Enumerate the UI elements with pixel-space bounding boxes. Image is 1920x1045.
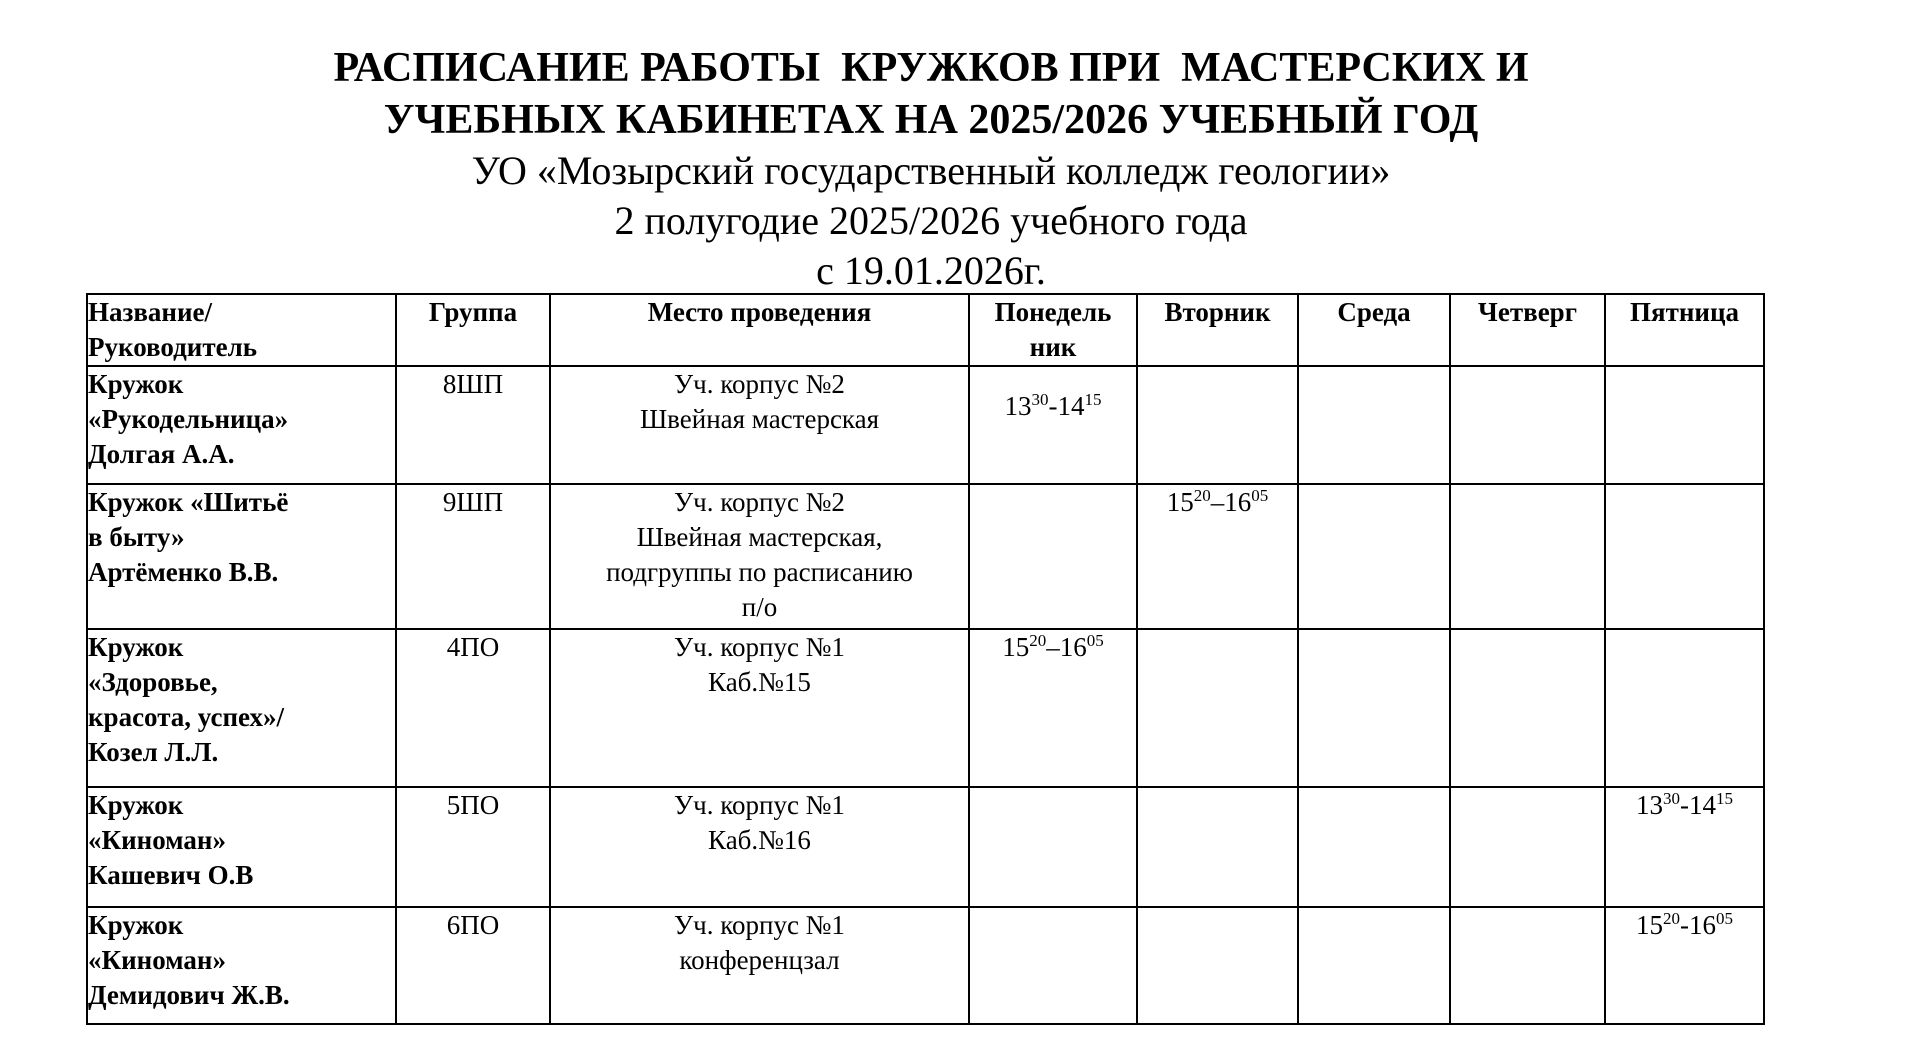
time-end-hour: 16 (1224, 487, 1252, 517)
wednesday-cell (1298, 366, 1450, 484)
time-start-minute: 30 (1663, 789, 1680, 808)
tuesday-cell (1137, 484, 1298, 629)
group-cell: 4ПО (396, 629, 550, 787)
club-name-cell (87, 629, 396, 787)
club-name-line: в быту» (88, 522, 185, 552)
column-header-name (87, 294, 396, 366)
institution-name: УО «Мозырский государственный колледж геологии» (471, 148, 1391, 193)
place-line: Уч. корпус №2 (674, 487, 845, 517)
time-start-hour: 13 (1004, 391, 1032, 421)
time-end-hour: 14 (1689, 790, 1716, 820)
monday-cell (969, 366, 1137, 484)
monday-cell (969, 787, 1137, 907)
club-leader: Кашевич О.В (88, 860, 254, 890)
thursday-cell (1450, 484, 1605, 629)
place-cell (550, 366, 969, 484)
place-line: Каб.№16 (708, 825, 811, 855)
column-header-name-line-2: Руководитель (88, 332, 258, 362)
time-end-minute: 05 (1086, 631, 1104, 650)
place-line: Швейная мастерская (639, 404, 880, 434)
place-line: Уч. корпус №1 (674, 910, 845, 940)
time-start-hour: 13 (1636, 790, 1663, 820)
time-end-hour: 14 (1057, 391, 1085, 421)
column-header-name-line-1: Название/ (88, 297, 213, 327)
column-header-wednesday: Среда (1298, 294, 1450, 366)
group-cell: 8ШП (396, 366, 550, 484)
table-row (87, 907, 1764, 1024)
club-name-line: «Киноман» (88, 825, 226, 855)
time-separator: - (1048, 391, 1058, 421)
club-name-line: «Рукодельница» (88, 404, 289, 434)
title-line-1: РАСПИСАНИЕ РАБОТЫ КРУЖКОВ ПРИ МАСТЕРСКИХ И (333, 45, 1529, 91)
place-line: Каб.№15 (708, 667, 811, 697)
monday-cell (969, 629, 1137, 787)
time-separator: - (1680, 910, 1689, 940)
column-header-tuesday: Вторник (1137, 294, 1298, 366)
thursday-cell (1450, 629, 1605, 787)
club-name-line: «Киноман» (88, 945, 226, 975)
club-leader: Артёменко В.В. (88, 557, 279, 587)
column-header-friday: Пятница (1605, 294, 1764, 366)
thursday-cell (1450, 787, 1605, 907)
place-line: Уч. корпус №1 (674, 790, 845, 820)
time-start-minute: 30 (1031, 390, 1049, 409)
place-line: п/о (741, 592, 778, 622)
column-header-monday-line-1: Понедель (994, 297, 1112, 327)
table-header-row (87, 294, 1764, 366)
start-date: с 19.01.2026г. (816, 248, 1046, 293)
schedule-table (86, 293, 1765, 1025)
tuesday-cell (1137, 629, 1298, 787)
club-name-line: Кружок (88, 790, 184, 820)
table-row (87, 366, 1764, 484)
place-line: Уч. корпус №2 (674, 369, 845, 399)
club-leader: Демидович Ж.В. (88, 980, 290, 1010)
time-end-minute: 15 (1716, 789, 1733, 808)
place-line: конференцзал (679, 945, 840, 975)
column-header-place: Место проведения (550, 294, 969, 366)
title-line-2: УЧЕБНЫХ КАБИНЕТАХ НА 2025/2026 УЧЕБНЫЙ ГОД (383, 97, 1479, 143)
club-name-line: Кружок «Шитьё (88, 487, 289, 517)
thursday-cell (1450, 907, 1605, 1024)
friday-cell (1605, 366, 1764, 484)
table-row (87, 484, 1764, 629)
time-start-minute: 20 (1193, 486, 1211, 505)
time-start-minute: 20 (1029, 631, 1047, 650)
time-end-minute: 05 (1251, 486, 1269, 505)
group-cell: 9ШП (396, 484, 550, 629)
place-cell (550, 907, 969, 1024)
friday-cell (1605, 484, 1764, 629)
place-line: Уч. корпус №1 (674, 632, 845, 662)
time-end-hour: 16 (1689, 910, 1716, 940)
wednesday-cell (1298, 484, 1450, 629)
document-header (0, 42, 1862, 296)
club-name-cell (87, 787, 396, 907)
club-name-line: красота, успех»/ (88, 702, 284, 732)
column-header-thursday: Четверг (1450, 294, 1605, 366)
friday-cell (1605, 907, 1764, 1024)
tuesday-cell (1137, 787, 1298, 907)
group-cell: 6ПО (396, 907, 550, 1024)
club-name-line: Кружок (88, 369, 184, 399)
club-name-cell (87, 907, 396, 1024)
time-end-minute: 05 (1716, 909, 1733, 928)
friday-cell (1605, 787, 1764, 907)
time-start-hour: 15 (1002, 632, 1030, 662)
friday-cell (1605, 629, 1764, 787)
club-name-cell (87, 484, 396, 629)
column-header-monday-line-2: ник (1029, 332, 1077, 362)
club-name-line: Кружок (88, 910, 184, 940)
time-end-minute: 15 (1084, 390, 1102, 409)
club-leader: Козел Л.Л. (88, 737, 219, 767)
thursday-cell (1450, 366, 1605, 484)
place-cell (550, 629, 969, 787)
place-line: подгруппы по расписанию (606, 557, 913, 587)
wednesday-cell (1298, 907, 1450, 1024)
tuesday-cell (1137, 907, 1298, 1024)
club-leader: Долгая А.А. (88, 439, 235, 469)
wednesday-cell (1298, 629, 1450, 787)
time-end-hour: 16 (1059, 632, 1087, 662)
monday-cell (969, 907, 1137, 1024)
time-separator: – (1046, 632, 1060, 662)
time-start-minute: 20 (1663, 909, 1680, 928)
term-label: 2 полугодие 2025/2026 учебного года (614, 198, 1248, 243)
club-name-cell (87, 366, 396, 484)
time-separator: - (1680, 790, 1689, 820)
time-separator: – (1210, 487, 1225, 517)
group-cell: 5ПО (396, 787, 550, 907)
time-start-hour: 15 (1166, 487, 1194, 517)
table-row (87, 787, 1764, 907)
column-header-monday (969, 294, 1137, 366)
tuesday-cell (1137, 366, 1298, 484)
time-start-hour: 15 (1636, 910, 1663, 940)
club-name-line: Кружок (88, 632, 184, 662)
place-line: Швейная мастерская, (636, 522, 883, 552)
place-cell (550, 787, 969, 907)
table-row (87, 629, 1764, 787)
wednesday-cell (1298, 787, 1450, 907)
monday-cell (969, 484, 1137, 629)
club-name-line: «Здоровье, (88, 667, 218, 697)
place-cell (550, 484, 969, 629)
column-header-group: Группа (396, 294, 550, 366)
